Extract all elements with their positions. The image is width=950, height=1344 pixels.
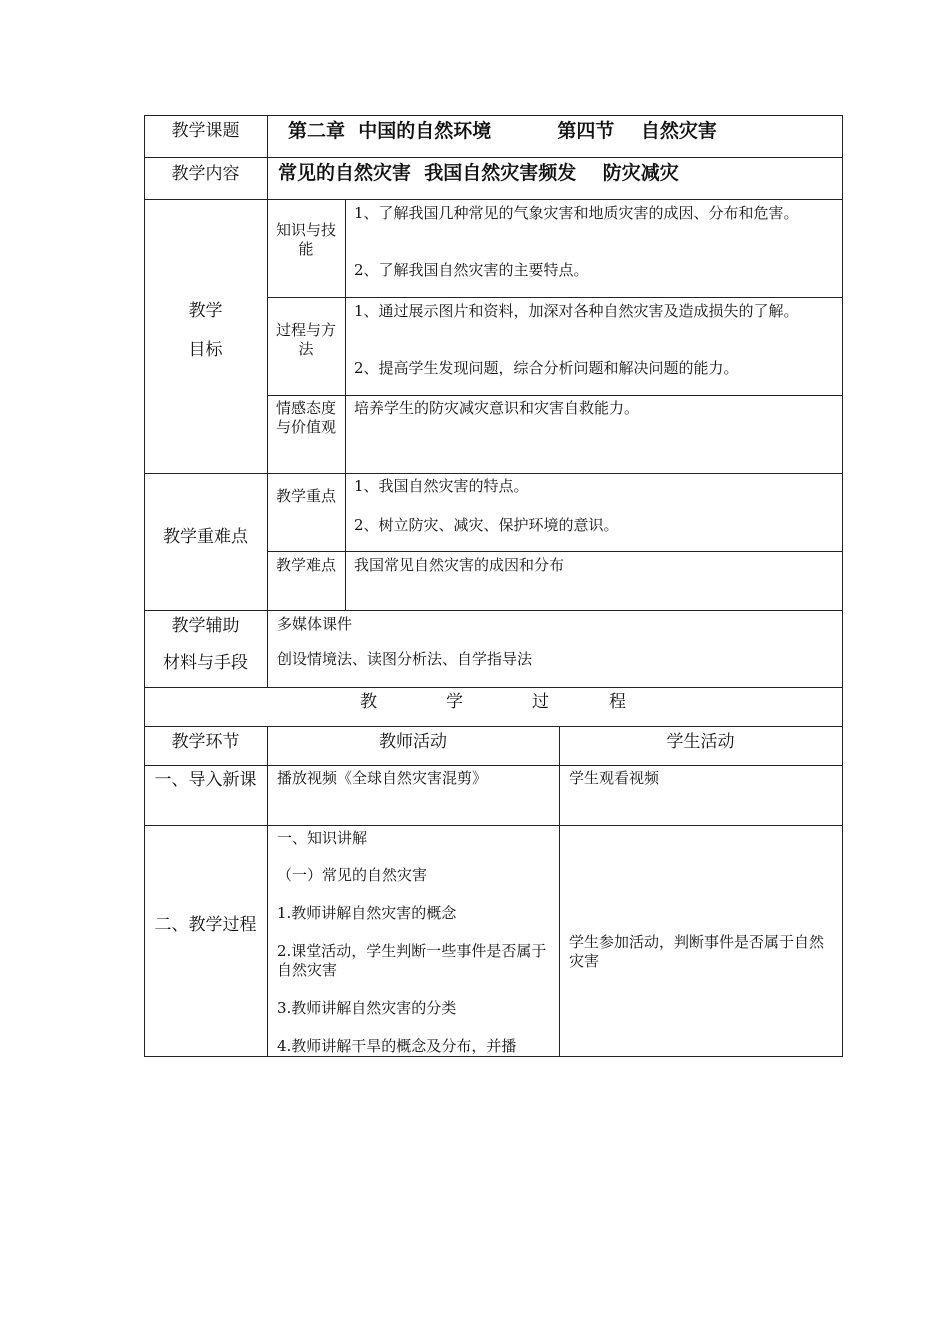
row-line	[144, 115, 843, 116]
col-line	[267, 726, 268, 1057]
col-line	[144, 115, 145, 1057]
objectives-label-line2: 目标	[188, 340, 223, 360]
row-line	[144, 1056, 843, 1057]
process-title-char: 学	[446, 692, 463, 712]
key-points-label: 教学重难点	[163, 527, 248, 547]
teacher-process-line: 一、知识讲解	[277, 829, 368, 847]
knowledge-item-2: 2、了解我国自然灾害的主要特点。	[354, 261, 589, 279]
focus-label: 教学重点	[275, 487, 336, 505]
teacher-process-line: 2.课堂活动，学生判断一些事件是否属于自然灾害	[277, 942, 547, 979]
row-line	[267, 551, 843, 552]
row-line	[144, 610, 843, 611]
content-label: 教学内容	[171, 164, 240, 184]
aids-label-line1: 教学辅助	[171, 616, 240, 636]
process-item-2: 2、提高学生发现问题，综合分析问题和解决问题的能力。	[354, 359, 739, 377]
focus-item-1: 1、我国自然灾害的特点。	[354, 477, 529, 495]
col-line	[842, 115, 843, 1057]
process-item-1: 1、通过展示图片和资料，加深对各种自然灾害及造成损失的了解。	[354, 302, 799, 320]
aids-line-2: 创设情境法、读图分析法、自学指导法	[277, 650, 533, 668]
focus-item-2: 2、树立防灾、减灾、保护环境的意识。	[354, 516, 619, 534]
emotion-label: 情感态度与价值观	[275, 399, 336, 436]
row-line	[144, 765, 843, 766]
col-stage-header: 教学环节	[171, 732, 240, 752]
teacher-intro-line: 播放视频《全球自然灾害混剪》	[277, 769, 488, 787]
row-line	[144, 825, 843, 826]
process-title-char: 程	[609, 692, 626, 712]
stage-intro: 一、导入新课	[154, 770, 257, 790]
teacher-process-line: 3.教师讲解自然灾害的分类	[277, 999, 457, 1017]
emotion-item-1: 培养学生的防灾减灾意识和灾害自救能力。	[354, 399, 640, 417]
knowledge-label: 知识与技能	[275, 221, 336, 258]
col-line	[267, 115, 268, 688]
aids-label-line2: 材料与手段	[163, 653, 248, 673]
row-line	[267, 297, 843, 298]
row-line	[144, 473, 843, 474]
topic-value: 第二章 中国的自然环境 第四节 自然灾害	[288, 120, 717, 142]
row-line	[267, 395, 843, 396]
col-line	[559, 726, 560, 1057]
col-line	[345, 199, 346, 611]
col-teacher-header: 教师活动	[379, 732, 447, 752]
process-label: 过程与方法	[275, 321, 336, 358]
difficulty-label: 教学难点	[275, 556, 336, 574]
student-intro: 学生观看视频	[569, 769, 660, 787]
row-line	[144, 199, 843, 200]
process-title-char: 教	[360, 692, 377, 712]
teacher-process-line: 1.教师讲解自然灾害的概念	[277, 904, 457, 922]
topic-label: 教学课题	[171, 121, 240, 141]
col-student-header: 学生活动	[666, 732, 735, 752]
content-value: 常见的自然灾害 我国自然灾害频发 防灾减灾	[278, 162, 679, 184]
aids-line-1: 多媒体课件	[277, 615, 353, 633]
teacher-process-line: （一）常见的自然灾害	[277, 866, 428, 884]
student-teaching: 学生参加活动，判断事件是否属于自然灾害	[569, 933, 825, 970]
knowledge-item-1: 1、了解我国几种常见的气象灾害和地质灾害的成因、分布和危害。	[354, 204, 799, 222]
process-title-char: 过	[532, 692, 549, 712]
objectives-label-line1: 教学	[188, 301, 223, 321]
difficulty-value: 我国常见自然灾害的成因和分布	[354, 556, 565, 574]
row-line	[144, 157, 843, 158]
row-line	[144, 687, 843, 688]
teacher-process-line: 4.教师讲解干旱的概念及分布，并播	[277, 1037, 517, 1055]
row-line	[144, 726, 843, 727]
stage-teaching: 二、教学过程	[154, 915, 257, 935]
